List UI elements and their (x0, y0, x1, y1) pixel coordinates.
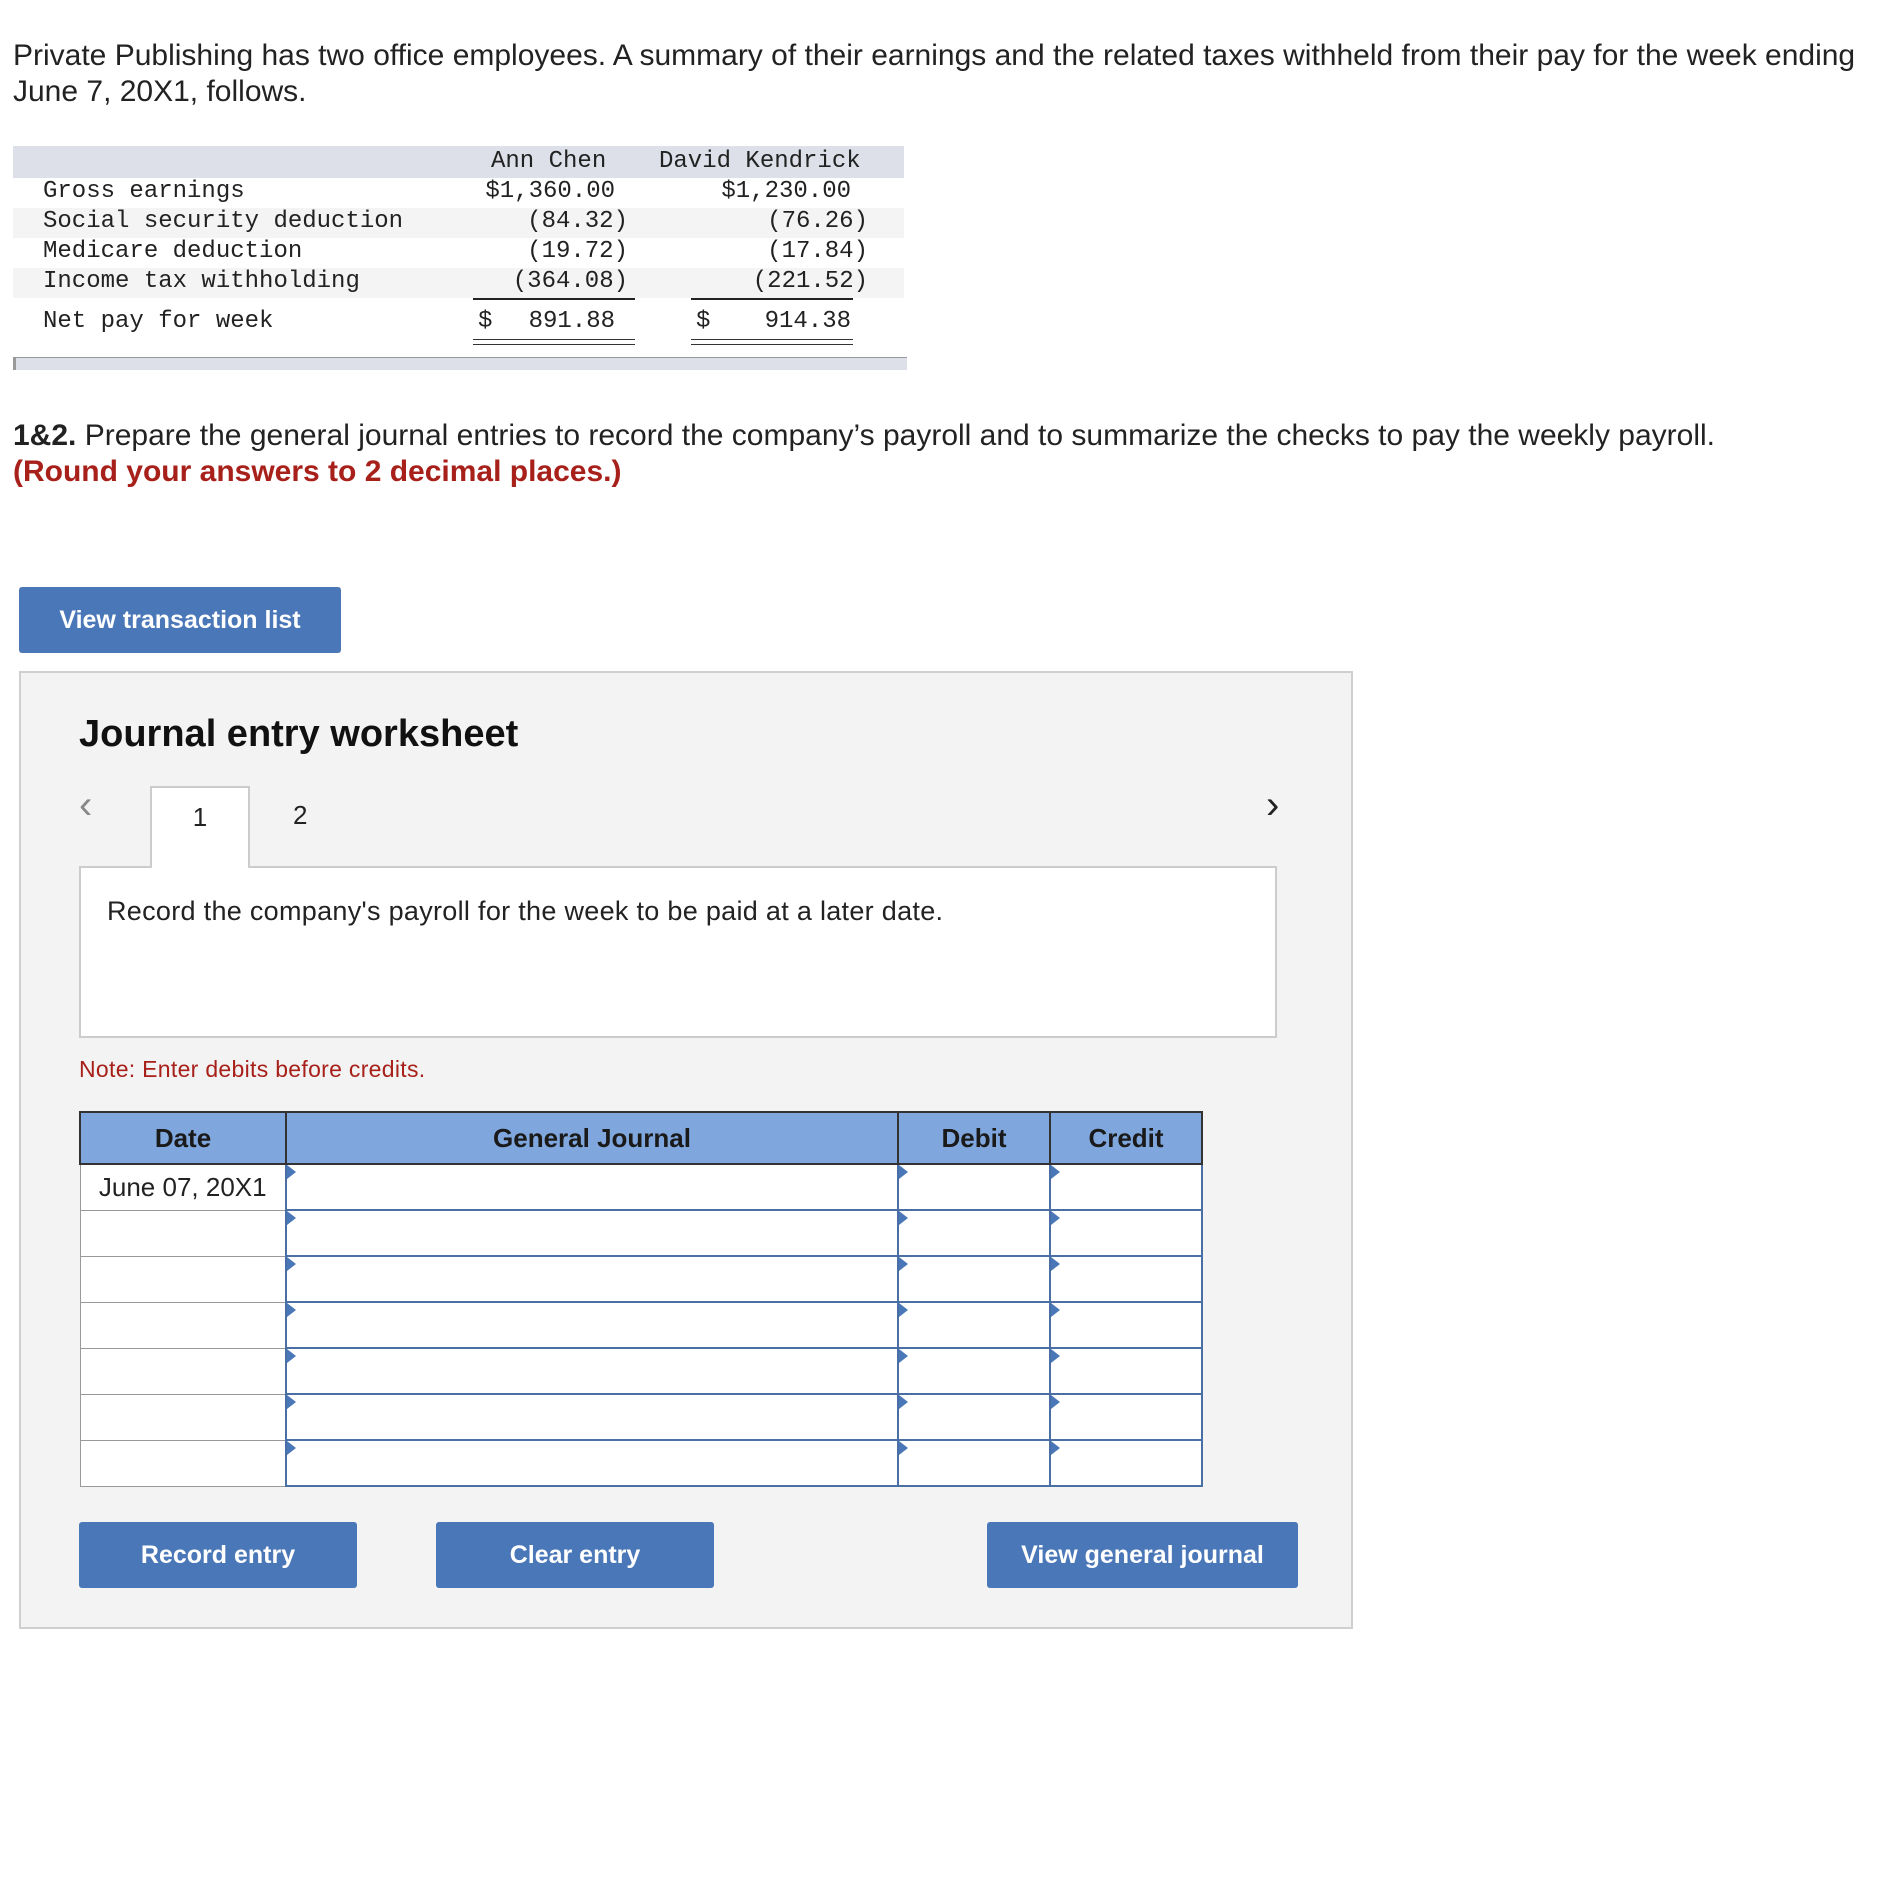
row-label: Net pay for week (43, 308, 274, 335)
instruction-box (79, 866, 1277, 1038)
subtotal-underline-david (691, 298, 853, 300)
debit-input[interactable] (898, 1256, 1050, 1302)
row-label: Social security deduction (43, 208, 404, 235)
row-label: Gross earnings (43, 178, 245, 205)
tab-1[interactable]: 1 (150, 786, 250, 868)
credit-input[interactable] (1050, 1164, 1202, 1210)
date-cell (80, 1394, 286, 1440)
account-input[interactable] (286, 1394, 898, 1440)
credit-input[interactable] (1050, 1394, 1202, 1440)
credit-input[interactable] (1050, 1302, 1202, 1348)
clear-entry-button[interactable]: Clear entry (436, 1522, 714, 1588)
question-number: 1&2. (13, 419, 77, 452)
summary-row-medicare (13, 238, 904, 268)
ann-value: (364.08) (512, 268, 628, 295)
debit-input[interactable] (898, 1440, 1050, 1486)
instruction-text: Record the company's payroll for the week to be paid at a later date. (107, 896, 944, 926)
account-input[interactable] (286, 1256, 898, 1302)
account-input[interactable] (286, 1210, 898, 1256)
david-net-value: 914.38 (764, 308, 851, 335)
note-text: Note: Enter debits before credits. (79, 1056, 426, 1082)
debit-input[interactable] (898, 1210, 1050, 1256)
tab-2[interactable]: 2 (293, 800, 308, 830)
view-general-journal-button[interactable]: View general journal (987, 1522, 1298, 1588)
total-double-underline-ann (473, 339, 635, 345)
table-row (80, 1440, 1202, 1486)
date-cell (80, 1302, 286, 1348)
view-transaction-list-button[interactable]: View transaction list (19, 587, 341, 653)
debit-input[interactable] (898, 1394, 1050, 1440)
summary-footer (13, 357, 907, 370)
row-label: Medicare deduction (43, 238, 303, 265)
question-text (13, 418, 1863, 490)
earnings-summary-table (13, 146, 904, 371)
summary-header (13, 146, 904, 178)
header-credit: Credit (1050, 1112, 1202, 1164)
date-cell (80, 1440, 286, 1486)
ann-value: (19.72) (527, 238, 628, 265)
header-david-kendrick: David Kendrick (659, 148, 861, 175)
debit-input[interactable] (898, 1164, 1050, 1210)
debit-input[interactable] (898, 1302, 1050, 1348)
header-general-journal: General Journal (286, 1112, 898, 1164)
credit-input[interactable] (1050, 1256, 1202, 1302)
row-label: Income tax withholding (43, 268, 360, 295)
summary-row-social-security (13, 208, 904, 238)
table-row (80, 1256, 1202, 1302)
intro-text: Private Publishing has two office employees. A summary of their earnings and the related taxes withheld from their pay for the week ending June 7, 20X1, follows. (13, 39, 1856, 108)
david-value: $1,230.00 (721, 178, 851, 205)
chevron-left-icon[interactable]: ‹ (79, 783, 93, 827)
debit-input[interactable] (898, 1348, 1050, 1394)
journal-entry-worksheet (19, 671, 1353, 1629)
account-input[interactable] (286, 1164, 898, 1210)
date-cell (80, 1348, 286, 1394)
summary-row-gross (13, 178, 904, 208)
table-row (80, 1302, 1202, 1348)
record-entry-button[interactable]: Record entry (79, 1522, 357, 1588)
david-value: (76.26) (767, 208, 868, 235)
credit-input[interactable] (1050, 1348, 1202, 1394)
ann-net-value: 891.88 (528, 308, 615, 335)
table-row (80, 1348, 1202, 1394)
question-body: Prepare the general journal entries to record the company’s payroll and to summarize the checks to pay the weekly payroll. (84, 419, 1716, 452)
date-cell (80, 1256, 286, 1302)
ann-value: (84.32) (527, 208, 628, 235)
subtotal-underline-ann (473, 298, 635, 300)
account-input[interactable] (286, 1440, 898, 1486)
table-row (80, 1164, 1202, 1210)
round-note: (Round your answers to 2 decimal places.) (13, 455, 622, 488)
chevron-right-icon[interactable]: › (1266, 783, 1280, 827)
account-input[interactable] (286, 1348, 898, 1394)
currency-symbol: $ (478, 308, 493, 335)
currency-symbol: $ (696, 308, 711, 335)
header-date: Date (80, 1112, 286, 1164)
date-cell (80, 1210, 286, 1256)
date-cell: June 07, 20X1 (80, 1164, 286, 1210)
account-input[interactable] (286, 1302, 898, 1348)
header-debit: Debit (898, 1112, 1050, 1164)
header-ann-chen: Ann Chen (491, 148, 607, 175)
journal-table (79, 1111, 1203, 1487)
david-value: (221.52) (752, 268, 868, 295)
summary-row-net-pay (13, 308, 904, 338)
table-row (80, 1394, 1202, 1440)
credit-input[interactable] (1050, 1210, 1202, 1256)
total-double-underline-david (691, 339, 853, 345)
ann-value: $1,360.00 (485, 178, 615, 205)
summary-row-income-tax (13, 268, 904, 298)
worksheet-title: Journal entry worksheet (79, 713, 519, 755)
credit-input[interactable] (1050, 1440, 1202, 1486)
david-value: (17.84) (767, 238, 868, 265)
table-row (80, 1210, 1202, 1256)
